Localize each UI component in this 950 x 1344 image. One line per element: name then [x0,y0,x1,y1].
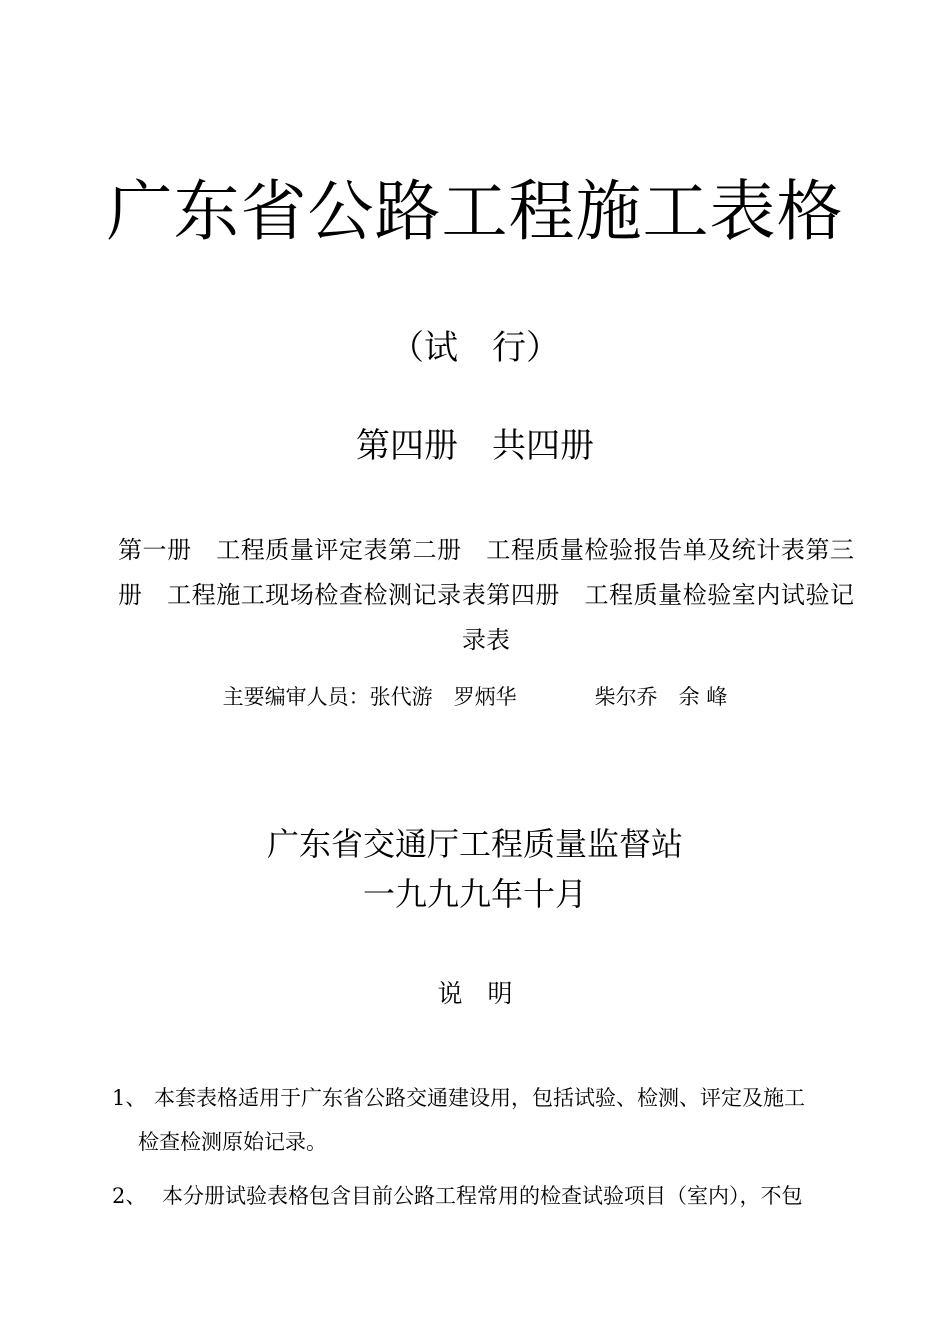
notes-title: 说 明 [437,979,513,1008]
note-line: 本套表格适用于广东省公路交通建设用，包括试验、检测、评定及施工 [154,1086,805,1110]
editors-group-2: 柴尔乔 余 峰 [594,685,728,709]
note-item [112,1076,858,1164]
note-number: 1、 [112,1086,147,1110]
editors-line [0,682,950,712]
editors-label: 主要编审人员： [222,685,370,709]
editors-group-1: 张代游 罗炳华 [369,685,517,709]
publication-date: 一九九九年十月 [362,875,587,913]
organization-name: 广东省交通厅工程质量监督站 [266,825,683,863]
note-number: 2、 [112,1184,147,1208]
trial-subtitle: （试 行） [390,328,560,368]
main-title: 广东省公路工程施工表格 [106,173,844,250]
note-item [112,1174,858,1218]
volume-contents: 第一册 工程质量评定表第二册 工程质量检验报告单及统计表第三册 工程施工现场检查检测记录表第四册 工程质量检验室内试验记录表 [118,536,854,654]
note-line-continued: 检查检测原始记录。 [138,1130,327,1154]
volume-label: 第四册 共四册 [356,426,594,466]
note-line: 本分册试验表格包含目前公路工程常用的检查试验项目（室内），不包 [162,1184,803,1208]
